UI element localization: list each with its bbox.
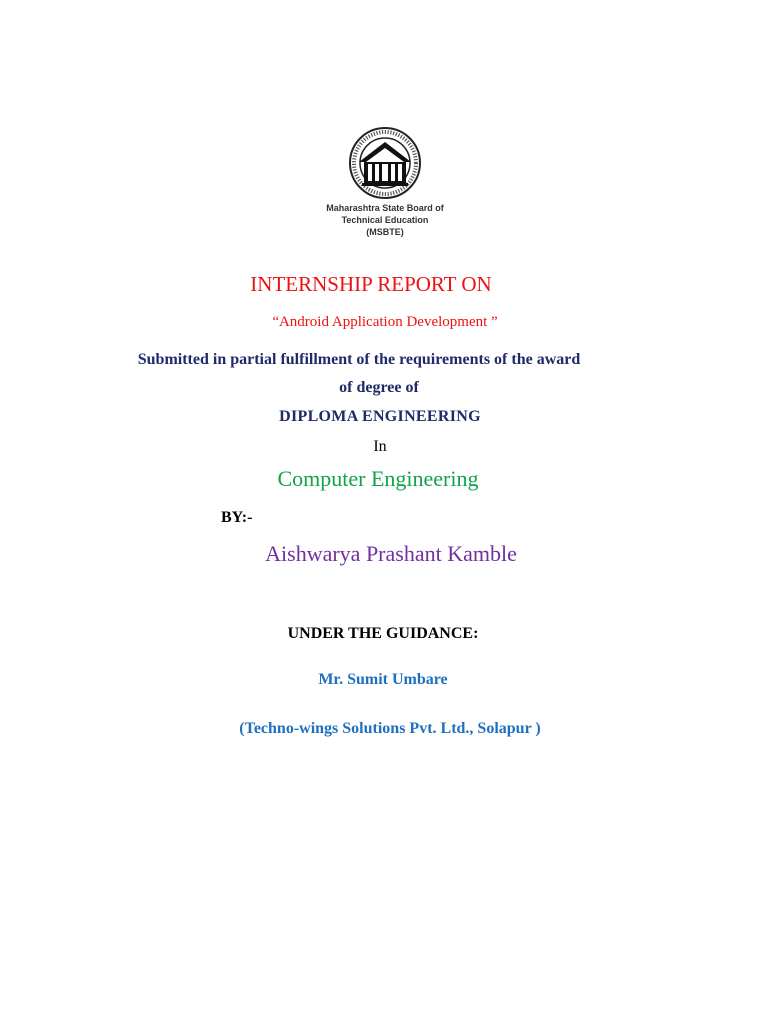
msbte-seal-icon	[312, 126, 458, 200]
logo-text-line3: (MSBTE)	[366, 227, 404, 237]
diploma-heading: DIPLOMA ENGINEERING	[279, 408, 481, 425]
logo-text-line1: Maharashtra State Board of	[326, 203, 444, 213]
student-name: Aishwarya Prashant Kamble	[265, 541, 517, 566]
logo-text-line2: Technical Education	[341, 215, 429, 225]
by-label: BY:-	[221, 509, 253, 526]
in-label: In	[373, 438, 387, 455]
guide-name: Mr. Sumit Umbare	[318, 671, 448, 688]
report-topic: “Android Application Development ”	[272, 314, 498, 330]
company-name: (Techno-wings Solutions Pvt. Ltd., Solapur )	[239, 720, 541, 737]
msbte-logo	[312, 126, 458, 242]
submitted-statement-line2: of degree of	[339, 379, 419, 396]
submitted-statement-line1: Submitted in partial fulfillment of the requirements of the award	[137, 351, 581, 368]
report-title: INTERNSHIP REPORT ON	[250, 272, 492, 296]
guidance-label: UNDER THE GUIDANCE:	[287, 625, 479, 642]
branch-heading: Computer Engineering	[277, 466, 479, 491]
